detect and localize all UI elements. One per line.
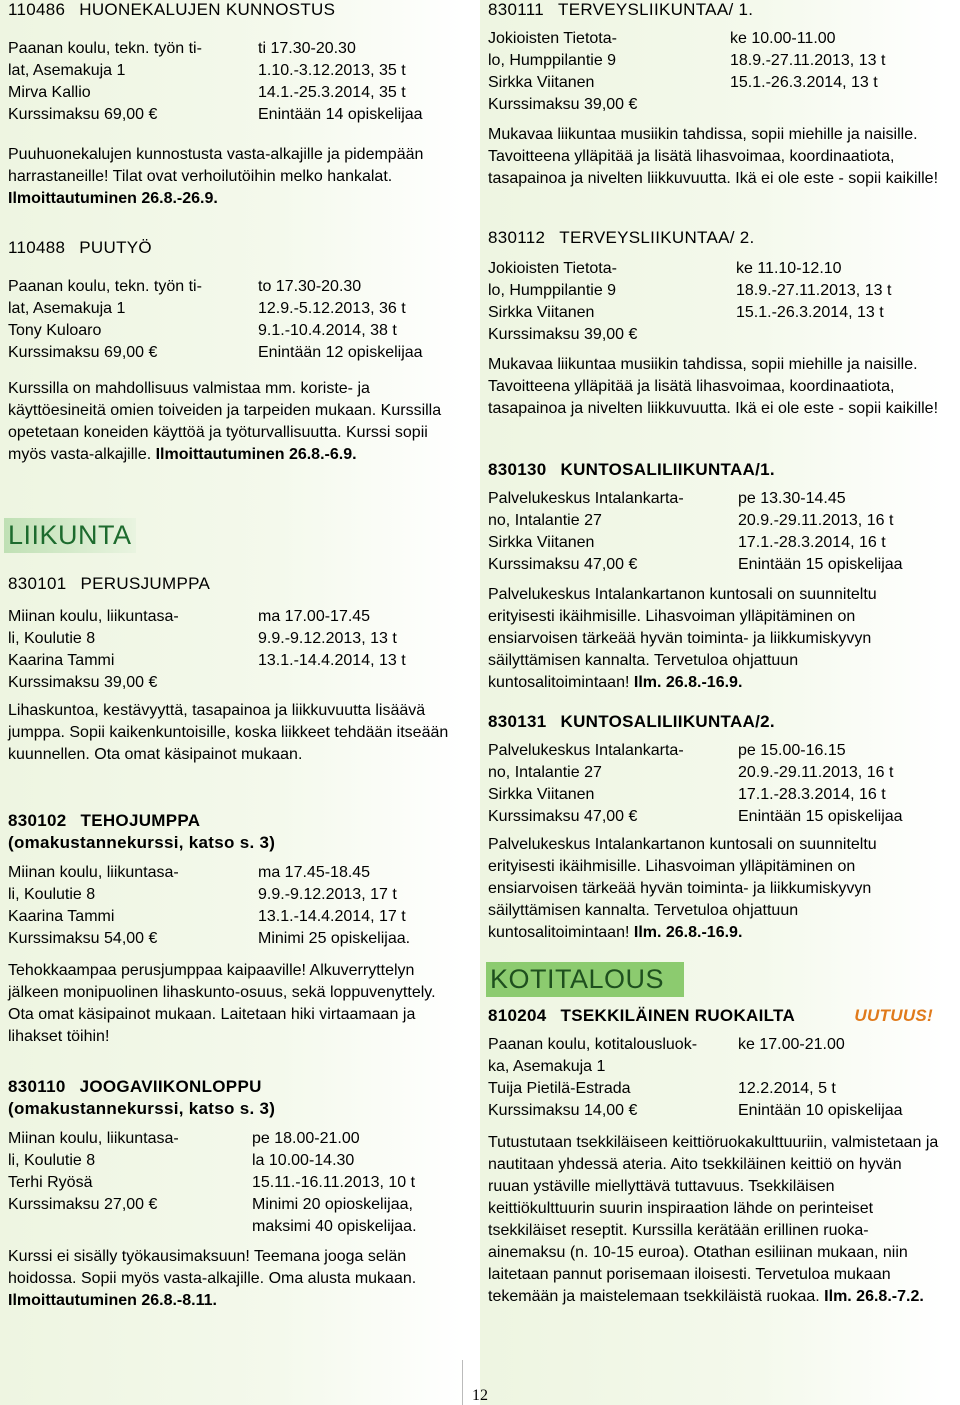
info-value: 9.1.-10.4.2014, 38 t <box>258 322 397 339</box>
info-value: 12.9.-5.12.2013, 36 t <box>258 300 406 317</box>
course-heading <box>488 228 755 248</box>
info-value: ma 17.00-17.45 <box>258 608 371 625</box>
course-title: TSEKKILÄINEN RUOKAILTA <box>560 1006 796 1025</box>
info-key: Kurssimaksu 47,00 € <box>488 556 638 573</box>
description-text: Tehokkaampaa perusjumppaa kaipaaville! Alkuverryttelyn jälkeen monipuolinen lihaskunto-osuus, sekä loppuvenyttely. Ota omat käsipainot mukaan. Laitetaan hiki virtaamaan ja lihakset töihin! <box>8 962 436 1045</box>
info-value: la 10.00-14.30 <box>252 1152 355 1169</box>
info-key: li, Koulutie 8 <box>8 886 96 903</box>
course-description <box>8 700 453 766</box>
info-value: ke 11.10-12.10 <box>736 260 842 277</box>
course-info <box>8 606 406 694</box>
info-value: to 17.30-20.30 <box>258 278 362 295</box>
course-title: KUNTOSALILIIKUNTAA/2. <box>560 712 775 731</box>
info-value: ma 17.45-18.45 <box>258 864 371 881</box>
info-key: Palvelukeskus Intalankarta- <box>488 742 684 759</box>
course-info <box>8 276 423 364</box>
course-info <box>488 258 891 346</box>
info-value: 14.1.-25.3.2014, 35 t <box>258 84 406 101</box>
info-key: Mirva Kallio <box>8 84 91 101</box>
description-text: Palvelukeskus Intalankartanon kuntosali on suunniteltu erityisesti ikäihmisille. Lihasvoiman ylläpitäminen on ensiarvoisen tärkeää hyvän toiminta- ja liikkumiskyvyn säilyttämisen kannalta. Tervetuloa ohjattuun kuntosalitoimintaan! <box>488 836 877 941</box>
info-value: Enintään 14 opiskelijaa <box>258 106 423 123</box>
course-title: PERUSJUMPPA <box>80 574 211 593</box>
info-key: Kurssimaksu 39,00 € <box>8 674 158 691</box>
info-key: Jokioisten Tietota- <box>488 30 617 47</box>
category-heading-kotitalous: KOTITALOUS <box>486 962 684 997</box>
course-description <box>8 144 448 210</box>
course-code: 830110 <box>8 1077 66 1096</box>
info-value: 15.1.-26.3.2014, 13 t <box>736 304 884 321</box>
info-key: Paanan koulu, tekn. työn ti- <box>8 278 202 295</box>
course-heading <box>8 810 275 854</box>
course-info <box>8 862 410 950</box>
info-value: 15.1.-26.3.2014, 13 t <box>730 74 878 91</box>
info-key: Kurssimaksu 54,00 € <box>8 930 158 947</box>
info-key: li, Koulutie 8 <box>8 630 96 647</box>
info-key: Kurssimaksu 69,00 € <box>8 344 158 361</box>
info-key: Jokioisten Tietota- <box>488 260 617 277</box>
info-value: 17.1.-28.3.2014, 16 t <box>738 534 886 551</box>
course-heading <box>8 1076 275 1120</box>
course-title: TERVEYSLIIKUNTAA/ 1. <box>558 0 754 19</box>
course-description <box>488 834 943 944</box>
info-value: 20.9.-29.11.2013, 16 t <box>738 512 894 529</box>
info-key: Palvelukeskus Intalankarta- <box>488 490 684 507</box>
info-key: Sirkka Viitanen <box>488 74 595 91</box>
description-text: Palvelukeskus Intalankartanon kuntosali on suunniteltu erityisesti ikäihmisille. Lihasvoiman ylläpitäminen on ensiarvoisen tärkeää hyvän toiminta- ja liikkumiskyvyn säilyttämisen kannalta. Tervetuloa ohjattuun kuntosalitoimintaan! <box>488 586 877 691</box>
info-value: 13.1.-14.4.2014, 17 t <box>258 908 406 925</box>
registration-text: Ilm. 26.8.-16.9. <box>633 674 743 691</box>
info-key: Miinan koulu, liikuntasa- <box>8 608 179 625</box>
description-text: Lihaskuntoa, kestävyyttä, tasapainoa ja liikkuvuutta lisäävä jumppa. Sopii kaikenkuntoisille, koska liikkeet tehdään itseään kuunnellen. Ota omat käsipainot mukaan. <box>8 702 449 763</box>
info-key: Miinan koulu, liikuntasa- <box>8 1130 179 1147</box>
info-value: 20.9.-29.11.2013, 16 t <box>738 764 894 781</box>
info-key: Miinan koulu, liikuntasa- <box>8 864 179 881</box>
course-code: 110486 <box>8 0 66 19</box>
course-description <box>488 1132 943 1308</box>
info-key: Kurssimaksu 39,00 € <box>488 96 638 113</box>
course-title: PUUTYÖ <box>79 238 152 257</box>
course-description <box>8 960 453 1048</box>
info-key: no, Intalantie 27 <box>488 512 602 529</box>
info-key: lo, Humppilantie 9 <box>488 282 617 299</box>
info-value: Enintään 10 opiskelijaa <box>738 1102 903 1119</box>
info-value: 18.9.-27.11.2013, 13 t <box>730 52 886 69</box>
course-code: 830130 <box>488 460 547 479</box>
description-text: Puuhuonekalujen kunnostusta vasta-alkajille ja pidempään harrastaneille! Tilat ovat verhoilutöihin melko hankalat. <box>8 146 424 185</box>
info-value: 17.1.-28.3.2014, 16 t <box>738 786 886 803</box>
info-key: Kaarina Tammi <box>8 908 115 925</box>
course-heading <box>8 574 210 594</box>
info-key: Sirkka Viitanen <box>488 534 595 551</box>
info-key: ka, Asemakuja 1 <box>488 1058 606 1075</box>
info-key: lat, Asemakuja 1 <box>8 300 126 317</box>
course-info <box>488 740 903 828</box>
course-description <box>488 124 943 190</box>
course-info <box>8 38 423 126</box>
course-description <box>8 378 453 466</box>
info-key: no, Intalantie 27 <box>488 764 602 781</box>
description-text: Mukavaa liikuntaa musiikin tahdissa, sopii miehille ja naisille. Tavoitteena ylläpitää ja lisätä lihasvoimaa, koordinaatiota, tasapainoa ja nivelten liikkuvuutta. Ikä ei ole este - sopii kaikille! <box>488 126 939 187</box>
course-code: 810204 <box>488 1006 547 1025</box>
description-text: Kurssilla on mahdollisuus valmistaa mm. koriste- ja käyttöesineitä omien toiveiden ja tarpeiden mukaan. Kurssilla opetetaan koneiden käyttöä ja työturvallisuutta. Kurssi sopii myös vasta-alkajille. <box>8 380 442 463</box>
course-info <box>488 28 885 116</box>
info-key: Paanan koulu, kotitalousluok- <box>488 1036 698 1053</box>
new-badge: UUTUUS! <box>854 1006 933 1025</box>
info-key: lo, Humppilantie 9 <box>488 52 617 69</box>
info-value: 1.10.-3.12.2013, 35 t <box>258 62 406 79</box>
info-value: Enintään 12 opiskelijaa <box>258 344 423 361</box>
info-value: pe 13.30-14.45 <box>738 490 846 507</box>
course-code: 110488 <box>8 238 66 257</box>
info-value: pe 15.00-16.15 <box>738 742 846 759</box>
course-heading <box>8 238 152 258</box>
registration-text: Ilm. 26.8.-16.9. <box>633 924 743 941</box>
info-value: 13.1.-14.4.2014, 13 t <box>258 652 406 669</box>
info-key: Paanan koulu, tekn. työn ti- <box>8 40 202 57</box>
course-heading <box>488 0 753 20</box>
info-value: 18.9.-27.11.2013, 13 t <box>736 282 892 299</box>
info-key <box>8 1216 252 1238</box>
course-title: TEHOJUMPPA <box>80 811 201 830</box>
info-key: Sirkka Viitanen <box>488 786 595 803</box>
info-value: 9.9.-9.12.2013, 17 t <box>258 886 397 903</box>
info-key: Tony Kuloaro <box>8 322 102 339</box>
description-text: Mukavaa liikuntaa musiikin tahdissa, sopii miehille ja naisille. Tavoitteena ylläpitää ja lisätä lihasvoimaa, koordinaatiota, tasapainoa ja nivelten liikkuvuutta. Ikä ei ole este - sopii kaikille! <box>488 356 939 417</box>
course-code: 830112 <box>488 228 546 247</box>
info-value: Enintään 15 opiskelijaa <box>738 556 903 573</box>
info-key: Kurssimaksu 47,00 € <box>488 808 638 825</box>
column-divider <box>462 1360 463 1405</box>
course-code: 830101 <box>8 574 67 593</box>
info-value: Minimi 20 opioskelijaa, <box>252 1196 413 1213</box>
course-heading <box>8 0 335 20</box>
course-description <box>488 584 943 694</box>
course-subtitle: (omakustannekurssi, katso s. 3) <box>8 833 276 852</box>
info-key: Kurssimaksu 39,00 € <box>488 326 638 343</box>
course-code: 830102 <box>8 811 67 830</box>
registration-text: Ilmoittautuminen 26.8.-8.11. <box>8 1292 217 1309</box>
info-value: 15.11.-16.11.2013, 10 t <box>252 1174 416 1191</box>
info-key: Kurssimaksu 14,00 € <box>488 1102 638 1119</box>
course-description <box>488 354 943 420</box>
course-heading <box>488 712 775 732</box>
info-key: li, Koulutie 8 <box>8 1152 96 1169</box>
description-text: Kurssi ei sisälly työkausimaksuun! Teemana jooga selän hoidossa. Sopii myös vasta-alkajille. Oma alusta mukaan. <box>8 1248 417 1287</box>
info-value: pe 18.00-21.00 <box>252 1130 360 1147</box>
info-key: lat, Asemakuja 1 <box>8 62 126 79</box>
info-key: Terhi Ryösä <box>8 1174 93 1191</box>
course-info <box>488 488 903 576</box>
category-heading-liikunta: LIIKUNTA <box>4 518 136 553</box>
info-key: Sirkka Viitanen <box>488 304 595 321</box>
info-value: ke 10.00-11.00 <box>730 30 836 47</box>
course-title: TERVEYSLIIKUNTAA/ 2. <box>559 228 755 247</box>
info-value: maksimi 40 opiskelijaa. <box>252 1218 417 1235</box>
course-heading <box>488 1006 943 1026</box>
registration-text: Ilmoittautuminen 26.8.-26.9. <box>8 190 218 207</box>
info-value: Enintään 15 opiskelijaa <box>738 808 903 825</box>
course-code: 830131 <box>488 712 547 731</box>
course-info <box>488 1034 903 1122</box>
registration-text: Ilmoittautuminen 26.8.-6.9. <box>155 446 357 463</box>
course-code: 830111 <box>488 0 545 19</box>
info-key: Kaarina Tammi <box>8 652 115 669</box>
info-value: ke 17.00-21.00 <box>738 1036 845 1053</box>
info-key: Kurssimaksu 69,00 € <box>8 106 158 123</box>
info-value: ti 17.30-20.30 <box>258 40 356 57</box>
course-subtitle: (omakustannekurssi, katso s. 3) <box>8 1099 276 1118</box>
course-title: JOOGAVIIKONLOPPU <box>79 1077 262 1096</box>
info-value: 12.2.2014, 5 t <box>738 1080 836 1097</box>
registration-text: Ilm. 26.8.-7.2. <box>824 1288 924 1305</box>
info-value: Minimi 25 opiskelijaa. <box>258 930 411 947</box>
page-number: 12 <box>472 1387 488 1404</box>
description-text: Tutustutaan tsekkiläiseen keittiöruokakulttuuriin, valmistetaan ja nautitaan yhdessä ateria. Aito tsekkiläinen keittiö on hyvän ruuan ystäville miellyttävä tuttavuus. Tsekkiläisen keittiökulttuurin suurin inspiraation lähde on perinteiset tsekkiläiset reseptit. Kurssilla kerätään erillinen ruoka-ainemaksu (n. 10-15 euroa). Otathan esiliinan mukaan, niin laitetaan pannut porisemaan iloisesti. Tervetuloa mukaan tekemään ja maistelemaan tsekkiläistä ruokaa. <box>488 1134 939 1305</box>
course-title: HUONEKALUJEN KUNNOSTUS <box>79 0 336 19</box>
course-title: KUNTOSALILIIKUNTAA/1. <box>560 460 775 479</box>
info-key: Tuija Pietilä-Estrada <box>488 1080 631 1097</box>
course-description <box>8 1246 458 1312</box>
info-value: 9.9.-9.12.2013, 13 t <box>258 630 397 647</box>
course-info <box>8 1128 417 1238</box>
info-key: Kurssimaksu 27,00 € <box>8 1196 158 1213</box>
course-heading <box>488 460 775 480</box>
